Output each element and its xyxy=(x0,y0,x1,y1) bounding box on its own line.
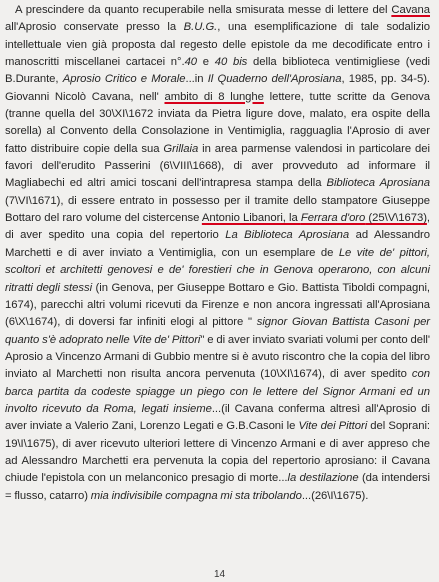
underlined-text: (25\V\1673) xyxy=(365,212,427,225)
text-run: , 1985, pp. 34-5). Giovanni Nicolò Cavana, nell' xyxy=(5,73,431,103)
text-run: ...(il Cavana conferma altresì all'Aprosio di aver inviate a Valerio Zani, Lorenzo Legati e G.B.Casoni le xyxy=(5,402,430,433)
text-run: , di aver spedito una copia del repertorio xyxy=(5,212,431,242)
underlined-text: Ferrara d'oro xyxy=(300,212,366,225)
italic-text: signor Giovan Battista Casoni per quanto s'è adoprato nelle Vite de' Pittori xyxy=(5,316,431,346)
italic-text: 40 bis xyxy=(214,56,248,69)
paragraph xyxy=(5,2,430,505)
text-run: ad Alessandro Marchetti e di aver inviato a Ventimiglia, con un esemplare de xyxy=(5,229,430,259)
italic-text: mia indivisibile compagna mi sta tribolando xyxy=(90,489,302,502)
italic-text: La Biblioteca Aprosiana xyxy=(225,229,350,242)
italic-text: Vite dei Pittori xyxy=(298,420,368,433)
text-run: , una esemplificazione di tale sodalizio intellettuale vien già proposta dal regesto delle epistole da me decodificate entro i manoscritti miscellanei cartacei n°. xyxy=(5,21,430,69)
body-text xyxy=(5,2,430,505)
text-run: ...(26\I\1675). xyxy=(301,489,369,502)
italic-text: Le vite de' pittori, scoltori et architetti genovesi e de' forestieri che in Genova operarono, con alcuni ritratti degli stessi xyxy=(5,246,430,294)
italic-text: B.U.G. xyxy=(183,21,218,34)
italic-text: Aprosio Critico e Morale xyxy=(62,73,186,86)
underlined-text: Cavana xyxy=(391,4,430,16)
italic-text: con barca partita da codeste spiagge un piego con le lettere del Signor Armani ed un involto ricevuto da Roma, legati insieme xyxy=(5,368,430,415)
text-run: all'Aprosio conservate presso la xyxy=(5,21,184,34)
underlined-text: Antonio Libanori, la xyxy=(201,212,301,225)
text-run: del Soprani: 19\I\1675), di aver ricevuto ulteriori lettere di Vincenzo Armani e di aver appreso che ad Alessandro Marchetti era pervenuta la copia del repertorio aprosiano: il Cavana chiude l'epistola con un melanconico presagio di morte... xyxy=(5,420,431,485)
text-run: (in Genova, per Giuseppe Bottaro e Gio. Battista Tiboldi compagni, 1674), parecchi altri volumi ricevuti da Firenze e non ancora ingressati all'Aprosiana (6\X\1674), di doversi far infiniti elogi al pittore " xyxy=(5,281,431,329)
italic-text: Biblioteca Aprosiana xyxy=(326,177,430,190)
text-run: " e di aver inviato svariati volumi per conto dell' Aprosio a Vincenzo Armani di Gubbio mentre si è avuto riscontro che la copia del libro inviato al Marchetti non risulta ancora pervenuta (10\XI\1674), di aver spedito xyxy=(5,333,430,381)
page-number: 14 xyxy=(213,569,226,580)
italic-text: Grillaia xyxy=(163,142,199,155)
text-run: lettere, tutte scritte da Genova (tranne quella del 30\XI\1672 inviata da Pietra ligure dove, malato, era ospite della sorella) al Convento della Consolazione in Ventimiglia, ragguaglia l'Aprosio di aver fatto distribuire copie della sua xyxy=(5,90,430,155)
text-run: ...in xyxy=(185,73,208,86)
underlined-text: ambito di 8 lunghe xyxy=(164,90,264,103)
text-run: in area parmense valendosi in particolare dei favori dell'erudito Passerini (6\VIII\1668), di aver provveduto ad informare il Magliabechi ed altri amici toscani dell'intrapresa stampa della xyxy=(5,142,430,190)
italic-text: 40 xyxy=(184,56,198,69)
text-run: A prescindere da quanto recuperabile nella smisurata messe di lettere del xyxy=(15,4,392,16)
italic-text: la destilazione xyxy=(287,472,359,485)
italic-text: Il Quaderno dell'Aprosiana xyxy=(207,73,342,86)
text-run: e xyxy=(197,56,215,69)
text-run: (da intendersi = flusso, catarro) xyxy=(5,472,430,502)
text-run: della biblioteca ventimigliese (vedi B.Durante, xyxy=(5,56,431,86)
text-run: (7\VI\1671), di essere entrato in possesso per il tramite dello stampatore Giuseppe Bottaro del raro volume del cistercense xyxy=(5,194,430,225)
